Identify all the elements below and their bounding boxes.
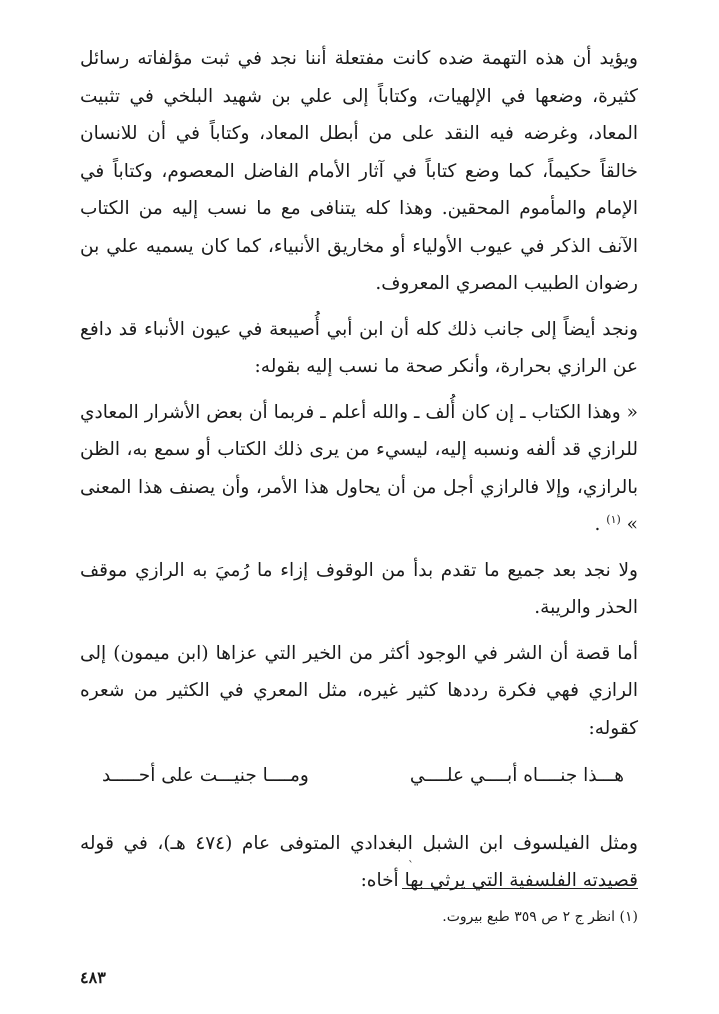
footnote: (١) انظر ج ٢ ص ٣٥٩ طبع بيروت. <box>442 909 638 925</box>
paragraph-1: ويؤيد أن هذه التهمة ضده كانت مفتعلة أننا نجد في ثبت مؤلفاته رسائل كثيرة، وضعها في الإلهيات، وكتاباً إلى علي بن شهيد البلخي في تثبيت المعاد، وغرضه فيه النقد على من أبطل المعاد، وكتاباً في أن للانسان خالقاً حكيماً، كما وضع كتاباً في آثار الأمام الفاضل المعصوم، وكتاباً في الإمام والمأموم المحقين. وهذا كله يتنافى مع ما نسب إليه من الكتاب الآنف الذكر في عيوب الأولياء أو مخاريق الأنبياء، كما كان يسميه علي بن رضوان الطبيب المصري المعروف. <box>80 48 638 294</box>
book-page <box>80 40 638 990</box>
verse-second-hemistich: ومــــا جنيـــت على أحـــــد <box>102 765 309 786</box>
paragraph-6: ومثل الفيلسوف ابن الشبل البغدادي المتوفى عام (٤٧٤ هـ)، في قوله قصيدته الفلسفية التي يرثي بها أخاه: <box>80 832 638 891</box>
stray-mark: ˋ <box>408 859 414 873</box>
quote-paragraph <box>80 394 638 544</box>
paragraph-2: ونجد أيضاً إلى جانب ذلك كله أن ابن أبي أُصيبعة في عيون الأنباء قد دافع عن الرازي بحرارة، وأنكر صحة ما نسب إليه بقوله: <box>80 318 638 377</box>
poem-verse <box>80 757 638 795</box>
footnote-reference: (١) <box>606 512 621 526</box>
paragraph-4: ولا نجد بعد جميع ما تقدم بدأ من الوقوف إزاء ما رُميَ به الرازي موقف الحذر والريبة. <box>80 559 638 618</box>
quote-text: « وهذا الكتاب ـ إن كان أُلف ـ والله أعلم ـ فربما أن بعض الأشرار المعادي للرازي قد ألفه ونسبه إليه، ليسيء من يرى ذلك الكتاب أو سمع به، الظن بالرازي، وإلا فالرازي أجل من أن يحاول هذا الأمر، وأن يصنف هذا المعنى » <box>80 401 638 535</box>
paragraph-5: أما قصة أن الشر في الوجود أكثر من الخير التي عزاها (ابن ميمون) إلى الرازي فهي فكرة رددها كثير غيره، مثل المعري في الكثير من شعره كقوله: <box>80 642 638 739</box>
page-number: ٤٨٣ <box>80 968 106 987</box>
quote-end-mark: . <box>594 514 601 535</box>
footnote-divider <box>402 888 638 889</box>
verse-first-hemistich: هـــذا جنــــاه أبــــي علــــي <box>409 765 624 786</box>
